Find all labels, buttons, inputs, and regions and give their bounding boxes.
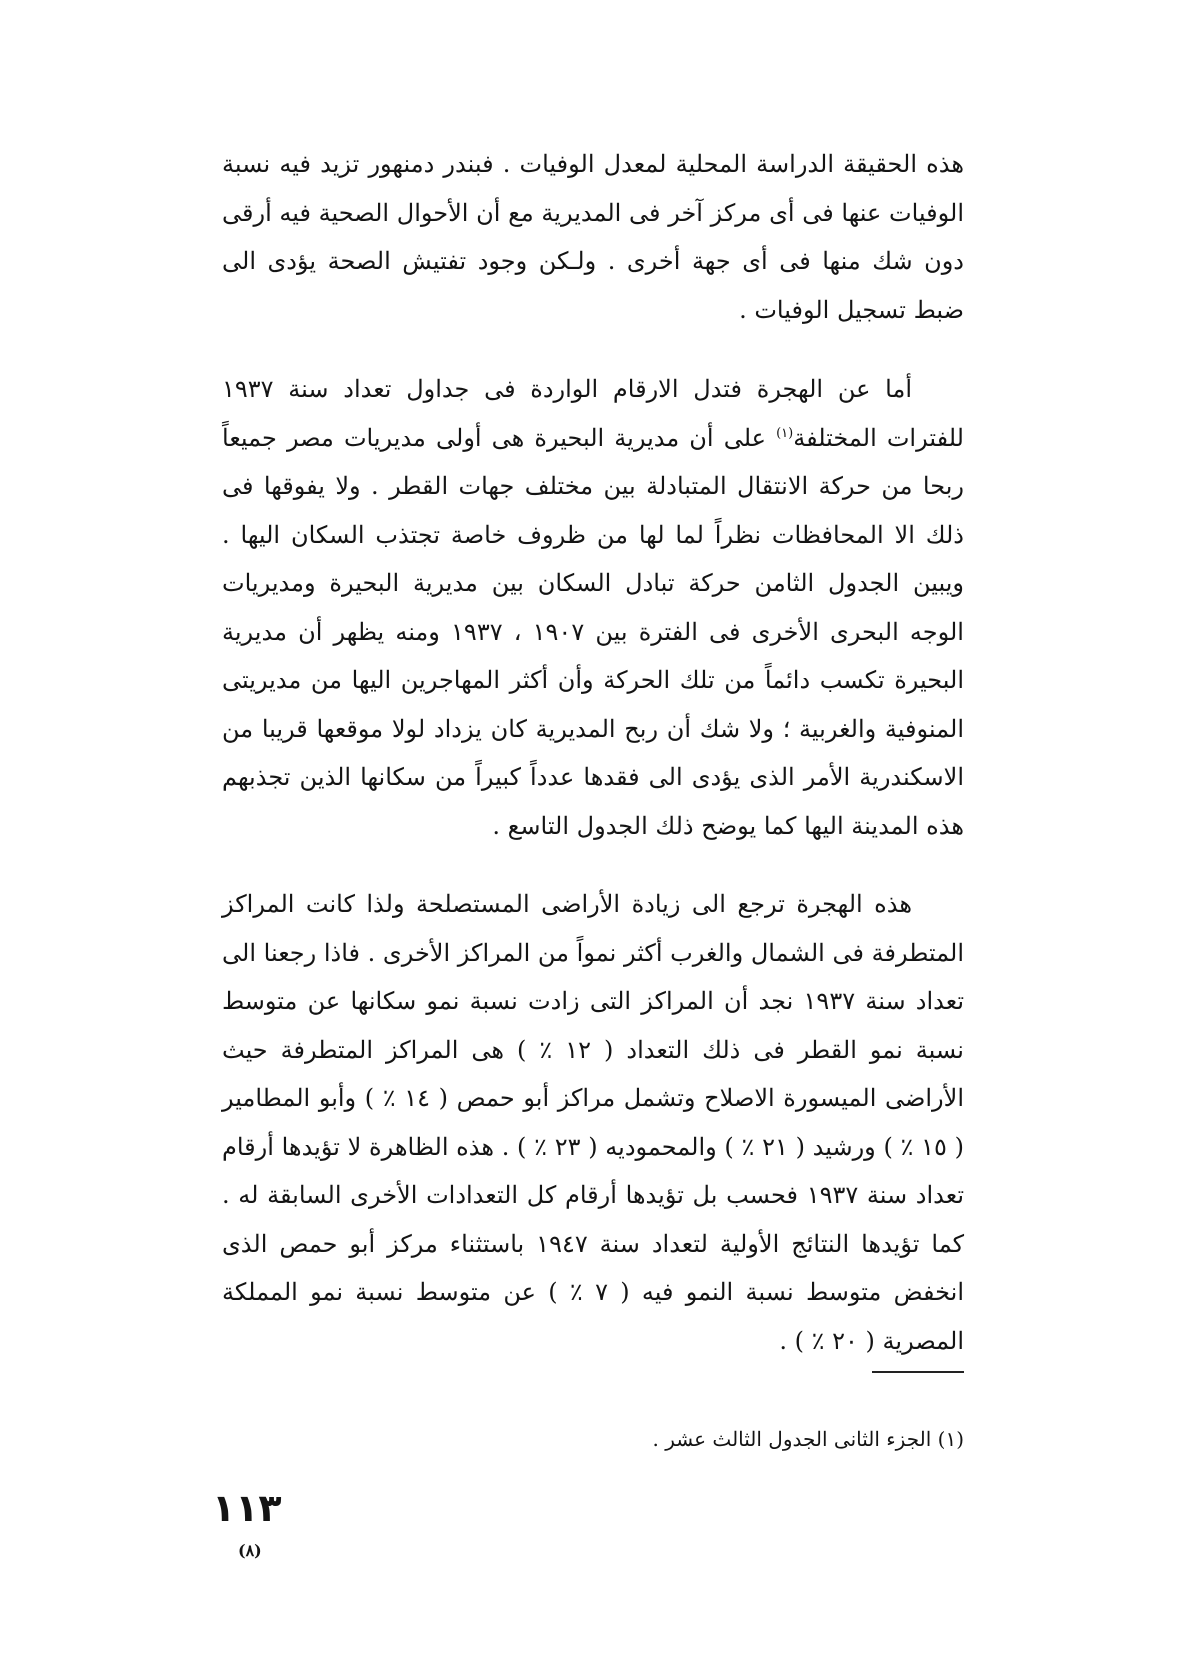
paragraph-migration bbox=[222, 365, 964, 850]
paragraph-migration-text-start: أما عن الهجرة فتدل الارقام الواردة فى جداول تعداد سنة ١٩٣٧ للفترات المختلفة bbox=[222, 375, 964, 452]
paragraph-death-rates: هذه الحقيقة الدراسة المحلية لمعدل الوفيات . فبندر دمنهور تزيد فيه نسبة الوفيات عنها فى أى مركز آخر فى المديرية مع أن الأحوال الصحية فيه أرقى دون شك منها فى أى جهة أخرى . ولـكن وجود تفتيش الصحة يؤدى الى ضبط تسجيل الوفيات . bbox=[222, 150, 965, 324]
page-number: ١١٣ bbox=[212, 1486, 282, 1530]
signature-mark: (٨) bbox=[238, 1541, 262, 1560]
footnote-reference-marker: (١) bbox=[776, 425, 794, 441]
paragraph-migration-text-end: على أن مديرية البحيرة هى أولى مديريات مصر جميعاً ربحا من حركة الانتقال المتبادلة بين مختلف جهات القطر . ولا يفوقها فى ذلك الا المحافظات نظراً لما لها من ظروف خاصة تجتذب السكان اليها . ويبين الجدول الثامن حركة تبادل السكان بين مديرية البحيرة ومديريات الوجه البحرى الأخرى فى الفترة بين ١٩٠٧ ، ١٩٣٧ ومنه يظهر أن مديرية البحيرة تكسب دائماً من تلك الحركة وأن أكثر المهاجرين اليها من مديريتى المنوفية والغربية ؛ ولا شك أن ربح المديرية كان يزداد لولا موقعها قريبا من الاسكندرية الأمر الذى يؤدى الى فقدها عدداً كبيراً من سكانها الذين تجذبهم هذه المدينة اليها كما يوضح ذلك الجدول التاسع . bbox=[222, 423, 964, 840]
footnote-divider bbox=[872, 1371, 964, 1373]
footnote-text: (١) الجزء الثانى الجدول الثالث عشر . bbox=[652, 1427, 964, 1451]
paragraph-population-growth: هذه الهجرة ترجع الى زيادة الأراضى المستصلحة ولذا كانت المراكز المتطرفة فى الشمال والغرب أكثر نمواً من المراكز الأخرى . فاذا رجعنا الى تعداد سنة ١٩٣٧ نجد أن المراكز التى زادت نسبة نمو سكانها عن متوسط نسبة نمو القطر فى ذلك التعداد ( ١٢ ٪ ) هى المراكز المتطرفة حيث الأراضى الميسورة الاصلاح وتشمل مراكز أبو حمص ( ١٤ ٪ ) وأبو المطامير ( ١٥ ٪ ) ورشيد ( ٢١ ٪ ) والمحموديه ( ٢٣ ٪ ) . هذه الظاهرة لا تؤيدها أرقام تعداد سنة ١٩٣٧ فحسب بل تؤيدها أرقام كل التعدادات الأخرى السابقة له . كما تؤيدها النتائج الأولية لتعداد سنة ١٩٤٧ باستثناء مركز أبو حمص الذى انخفض متوسط نسبة النمو فيه ( ٧ ٪ ) عن متوسط نسبة نمو المملكة المصرية ( ٢٠ ٪ ) . bbox=[222, 890, 965, 1355]
